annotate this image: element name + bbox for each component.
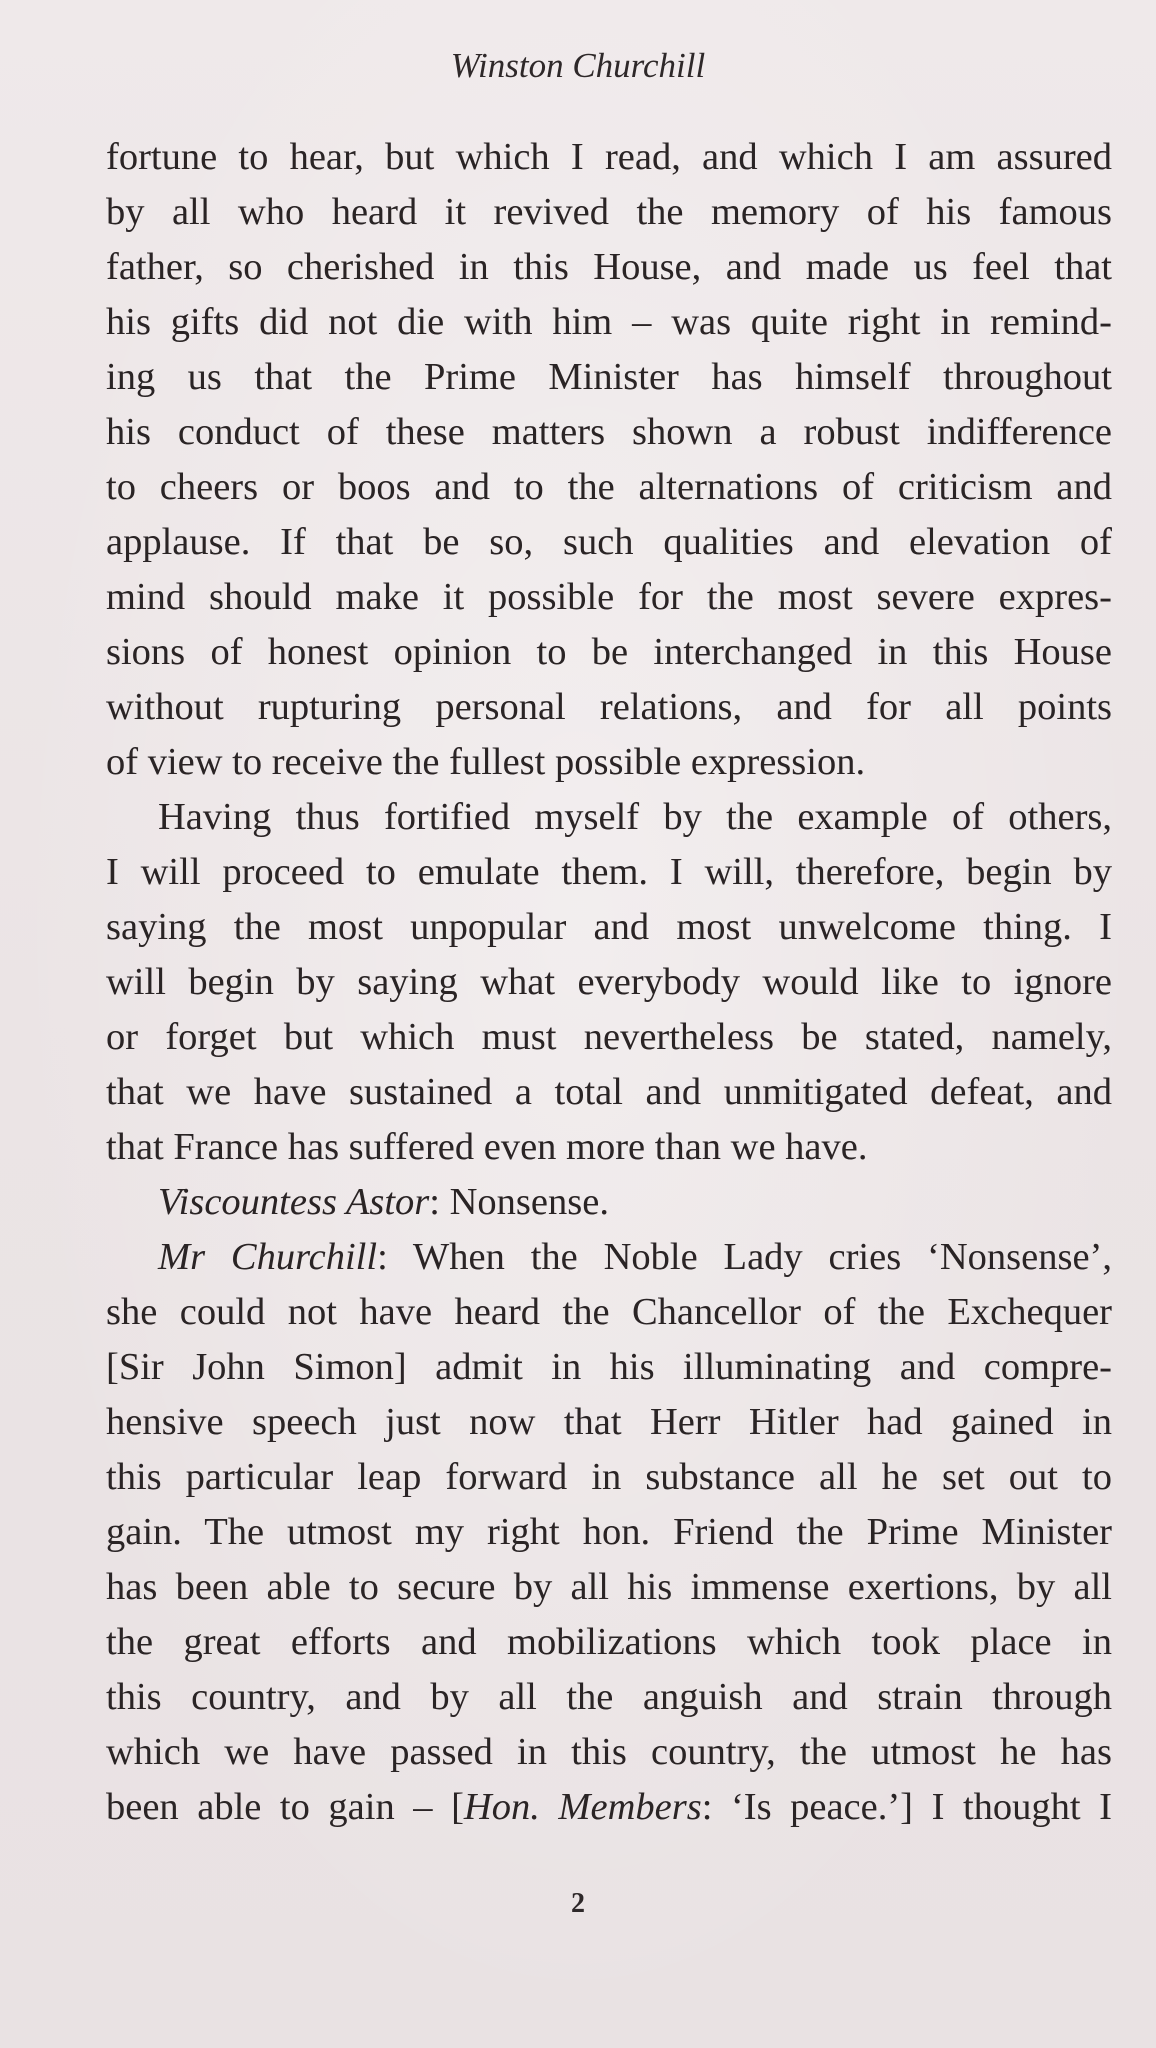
speech-line-churchill: [106, 1230, 1112, 1285]
text-line: that France has suffered even more than we have.: [106, 1126, 868, 1168]
text-line: saying the most unpopular and most unwelcome thing. I: [106, 906, 1112, 948]
page-number: 2: [571, 1888, 585, 1919]
text-line: has been able to secure by all his immense exertions, by all: [106, 1566, 1112, 1608]
speaker-colon: :: [429, 1181, 450, 1223]
text-line: sions of honest opinion to be interchanged in this House: [106, 631, 1112, 673]
text-line: ing us that the Prime Minister has himself throughout: [106, 356, 1112, 398]
text-line: this particular leap forward in substance all he set out to: [106, 1456, 1112, 1498]
speech-line-astor: [106, 1175, 1112, 1230]
final-post: : ‘Is peace.’] I thought I: [701, 1786, 1112, 1828]
text-line: his gifts did not die with him – was quite right in remind-: [106, 301, 1112, 343]
running-head: Winston Churchill: [450, 46, 706, 85]
text-line: hensive speech just now that Herr Hitler had gained in: [106, 1401, 1112, 1443]
text-line: to cheers or boos and to the alternations of criticism and: [106, 466, 1112, 508]
text-line: applause. If that be so, such qualities and elevation of: [106, 521, 1112, 563]
text-line: of view to receive the fullest possible expression.: [106, 741, 866, 783]
body-text: [106, 130, 1112, 1835]
text-line: or forget but which must nevertheless be stated, namely,: [106, 1016, 1112, 1058]
text-line: this country, and by all the anguish and strain through: [106, 1676, 1112, 1718]
text-line: that we have sustained a total and unmitigated defeat, and: [106, 1071, 1112, 1113]
text-line: [Sir John Simon] admit in his illuminating and compre-: [106, 1346, 1112, 1388]
text-line: she could not have heard the Chancellor of the Exchequer: [106, 1291, 1112, 1333]
speech-churchill-start: : When the Noble Lady cries ‘Nonsense’,: [377, 1236, 1113, 1278]
text-line-final: [106, 1780, 1112, 1835]
text-line: his conduct of these matters shown a robust indifference: [106, 411, 1112, 453]
speaker-churchill: Mr Churchill: [158, 1236, 378, 1278]
text-line: mind should make it possible for the most severe expres-: [106, 576, 1112, 618]
text-line: the great efforts and mobilizations which took place in: [106, 1621, 1112, 1663]
text-line: gain. The utmost my right hon. Friend the Prime Minister: [106, 1511, 1112, 1553]
speech-astor: Nonsense.: [449, 1181, 609, 1223]
speaker-astor: Viscountess Astor: [158, 1181, 430, 1223]
text-line: by all who heard it revived the memory of his famous: [106, 191, 1112, 233]
text-line: Having thus fortified myself by the example of others,: [158, 796, 1112, 838]
text-line: which we have passed in this country, the utmost he has: [106, 1731, 1112, 1773]
text-line: will begin by saying what everybody would like to ignore: [106, 961, 1112, 1003]
text-line: without rupturing personal relations, and for all points: [106, 686, 1112, 728]
speaker-hon-members: Hon. Members: [463, 1786, 702, 1828]
final-pre: been able to gain – [: [106, 1786, 464, 1828]
text-line: I will proceed to emulate them. I will, therefore, begin by: [106, 851, 1112, 893]
text-line: fortune to hear, but which I read, and which I am assured: [106, 136, 1112, 178]
text-line: father, so cherished in this House, and made us feel that: [106, 246, 1112, 288]
